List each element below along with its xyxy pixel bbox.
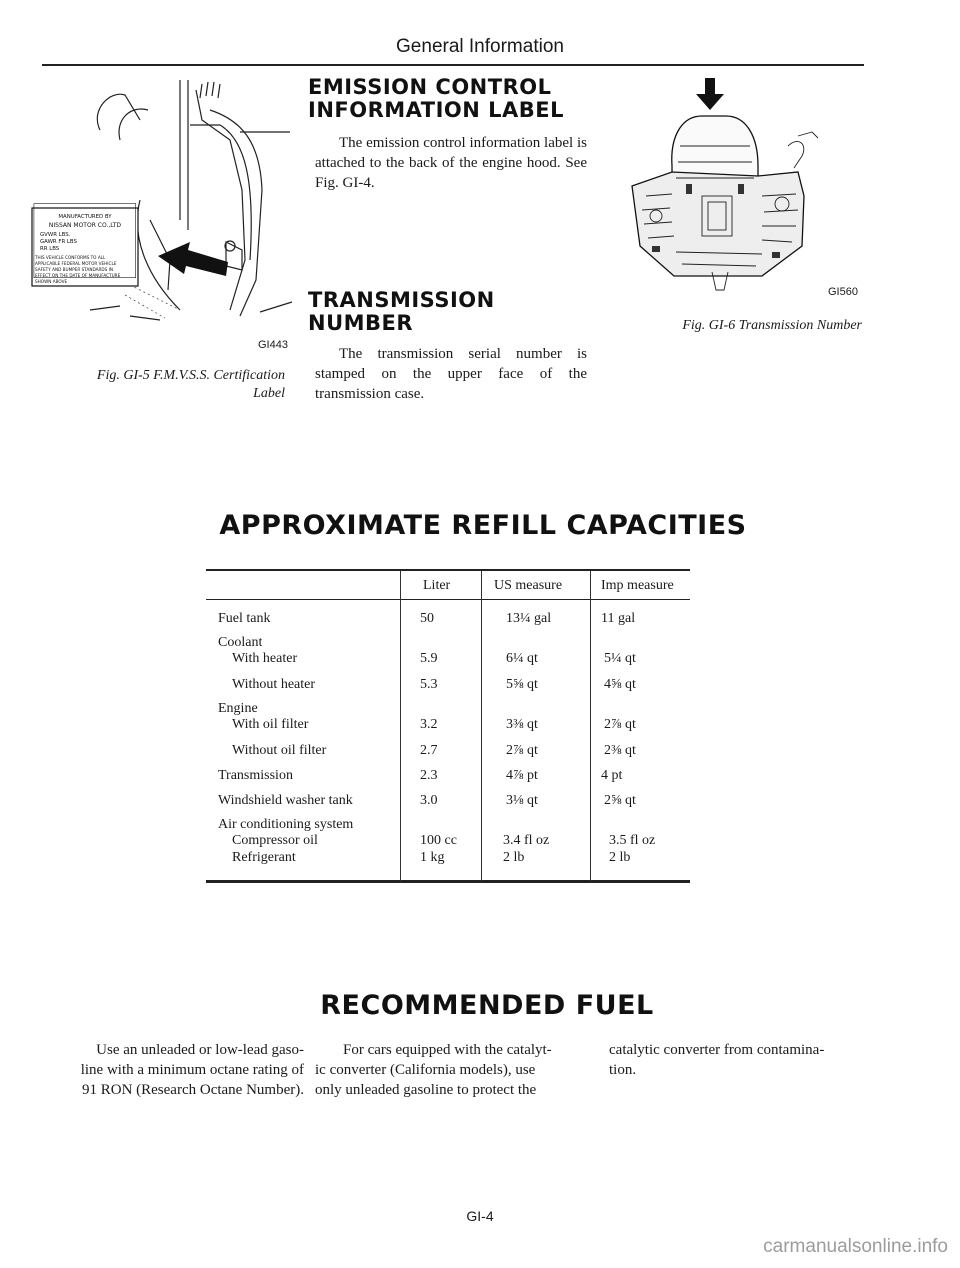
watermark-text: carmanualsonline.info — [763, 1236, 948, 1257]
table-cell-us: 3⅜ qt — [506, 717, 538, 732]
caption-gi5-line-1: Fig. GI-5 F.M.V.S.S. Certification — [96, 368, 285, 383]
table-cell-item: Fuel tank — [218, 611, 271, 626]
table-cell-item: Without heater — [232, 677, 316, 692]
table-cell-item: Compressor oil — [232, 833, 318, 848]
table-header-rule — [206, 599, 690, 600]
label-line-3: GVWR LBS. — [40, 232, 71, 238]
figure-caption-gi5 — [60, 367, 285, 403]
fuel-col1-line-3: 91 RON (Research Octane Number). — [81, 1082, 304, 1098]
table-cell-us: 2⅞ qt — [506, 743, 538, 758]
table-header-us: US measure — [494, 578, 563, 593]
label-line-7: APPLICABLE FEDERAL MOTOR VEHICLE — [35, 261, 117, 266]
table-cell-us: 2 lb — [503, 850, 525, 865]
table-col-divider-1 — [400, 571, 401, 881]
table-header-imp: Imp measure — [601, 578, 674, 593]
certification-label-illustration — [30, 80, 298, 328]
table-cell-imp: 2⅝ qt — [604, 793, 636, 808]
table-cell-imp: 2 lb — [609, 850, 631, 865]
table-cell-liter: 2.7 — [420, 743, 438, 758]
table-cell-us: 13¼ gal — [506, 611, 552, 626]
transmission-text: The transmission serial number is stamped on the upper face of the transmission case. — [315, 346, 587, 402]
table-cell-liter: 100 cc — [420, 833, 457, 848]
table-cell-imp: 4⅝ qt — [604, 677, 636, 692]
table-cell-item: With heater — [232, 651, 298, 666]
table-cell-item: Without oil filter — [232, 743, 327, 758]
page-number: GI-4 — [466, 1208, 494, 1224]
emission-heading-line-2: INFORMATION LABEL — [308, 98, 565, 122]
figure-caption-gi6: Fig. GI-6 Transmission Number — [682, 318, 862, 333]
table-cell-item: Engine — [218, 701, 258, 716]
fuel-col3-line-2: tion. — [609, 1062, 637, 1078]
table-cell-liter: 50 — [420, 611, 434, 626]
table-cell-imp: 2⅞ qt — [604, 717, 636, 732]
figure-id-gi560: GI560 — [828, 286, 858, 298]
table-col-divider-3 — [590, 571, 591, 881]
table-cell-liter: 5.3 — [420, 677, 438, 692]
table-cell-liter: 5.9 — [420, 651, 438, 666]
fuel-col3-line-1: catalytic converter from contamina- — [609, 1042, 825, 1058]
table-cell-item: Refrigerant — [232, 850, 296, 865]
label-line-8: SAFETY AND BUMPER STANDARDS IN — [35, 267, 114, 272]
table-cell-imp: 11 gal — [601, 611, 636, 626]
table-cell-item: Coolant — [218, 635, 263, 650]
table-cell-us: 4⅞ pt — [506, 768, 538, 783]
emission-heading-line-1: EMISSION CONTROL — [308, 75, 552, 99]
table-cell-us: 3.4 fl oz — [503, 833, 550, 848]
fuel-col2-line-1: For cars equipped with the catalyt- — [343, 1042, 552, 1058]
fuel-heading: RECOMMENDED FUEL — [320, 990, 654, 1021]
table-top-rule — [206, 569, 690, 571]
table-cell-imp: 4 pt — [601, 768, 623, 783]
fuel-column-1 — [42, 1040, 304, 1100]
table-cell-liter: 3.2 — [420, 717, 438, 732]
table-bottom-rule — [206, 880, 690, 883]
table-cell-us: 3⅛ qt — [506, 793, 538, 808]
figure-id-gi443: GI443 — [258, 339, 288, 351]
table-col-divider-2 — [481, 571, 482, 881]
running-title: General Information — [396, 36, 564, 57]
emission-heading — [308, 76, 564, 122]
label-line-10: SHOWN ABOVE — [35, 279, 68, 284]
label-line-1: MANUFACTURED BY — [58, 214, 112, 220]
transmission-heading-line-1: TRANSMISSION — [308, 288, 495, 312]
table-cell-imp: 2⅜ qt — [604, 743, 636, 758]
fuel-column-3 — [609, 1040, 871, 1080]
table-cell-liter: 1 kg — [420, 850, 445, 865]
transmission-illustration — [612, 76, 824, 292]
table-cell-us: 6¼ qt — [506, 651, 538, 666]
capacities-heading: APPROXIMATE REFILL CAPACITIES — [219, 510, 747, 541]
label-line-2: NISSAN MOTOR CO.,LTD — [48, 222, 122, 229]
label-line-5: RR LBS — [40, 246, 60, 252]
label-line-9: EFFECT ON THE DATE OF MANUFACTURE — [35, 273, 121, 278]
table-cell-liter: 2.3 — [420, 768, 438, 783]
label-line-4: GAWR FR LBS — [40, 239, 77, 245]
table-cell-us: 5⅝ qt — [506, 677, 538, 692]
table-cell-item: Windshield washer tank — [218, 793, 353, 808]
transmission-heading — [308, 289, 495, 335]
table-cell-item: Air conditioning system — [218, 817, 354, 832]
fuel-col2-line-3: only unleaded gasoline to protect the — [315, 1082, 537, 1098]
table-cell-imp: 5¼ qt — [604, 651, 636, 666]
caption-gi5-line-2: Label — [253, 386, 285, 401]
header-rule — [42, 64, 864, 66]
table-cell-liter: 3.0 — [420, 793, 438, 808]
table-header-liter: Liter — [423, 578, 451, 593]
fuel-col1-line-1: Use an unleaded or low-lead gaso- — [96, 1042, 304, 1058]
fuel-col2-line-2: ic converter (California models), use — [315, 1062, 536, 1078]
label-line-6: THIS VEHICLE CONFORMS TO ALL — [35, 255, 106, 260]
fuel-column-2 — [315, 1040, 585, 1100]
emission-text: The emission control information label is attached to the back of the engine hood. See Fig. GI-4. — [315, 135, 587, 191]
fuel-col1-line-2: line with a minimum octane rating of — [80, 1062, 304, 1078]
table-cell-item: With oil filter — [232, 717, 309, 732]
table-cell-imp: 3.5 fl oz — [609, 833, 656, 848]
transmission-heading-line-2: NUMBER — [308, 311, 414, 335]
table-cell-item: Transmission — [218, 768, 293, 783]
